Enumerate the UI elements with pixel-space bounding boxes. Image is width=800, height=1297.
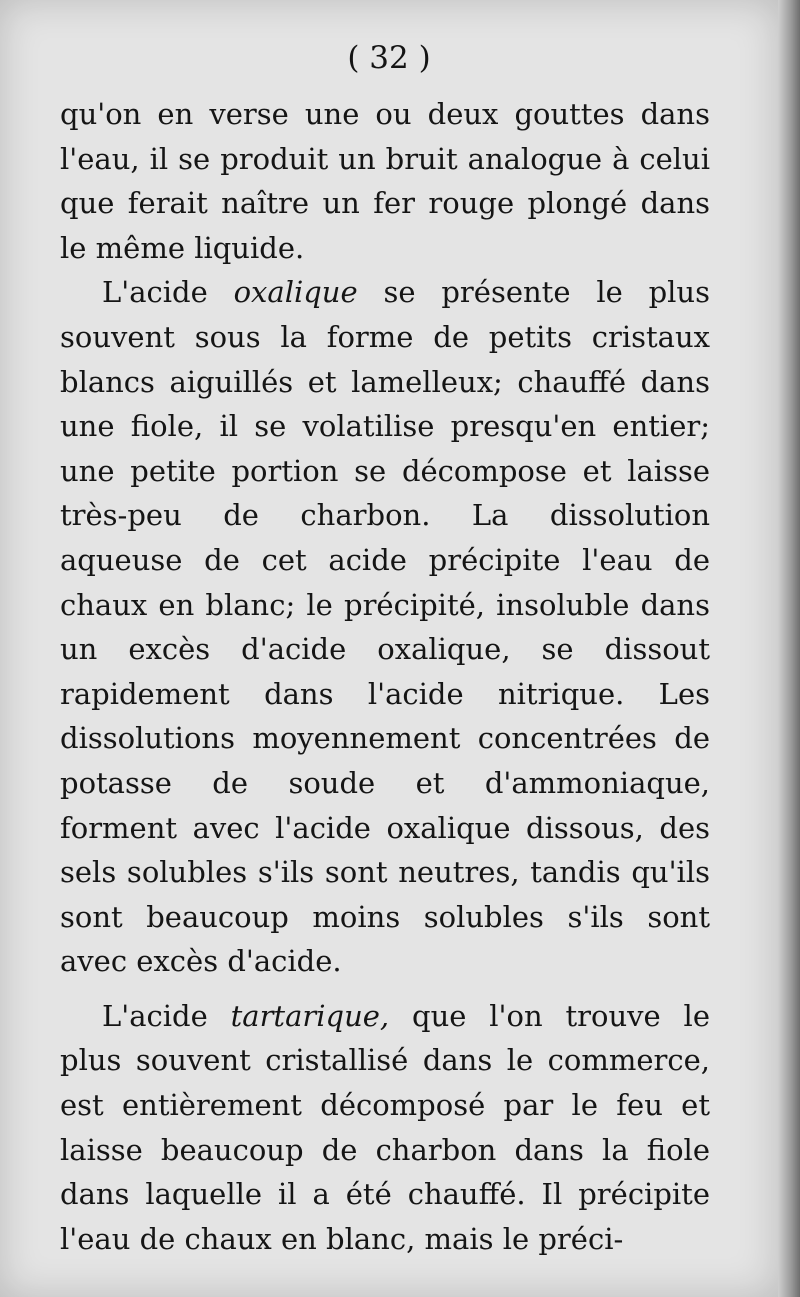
paragraph-body: que l'on trouve le plus souvent cristallisé dans le commerce, est entièrement décomposé par le feu et laisse beaucoup de charbon dans la fiole dans laquelle il a été chauffé. Il précipite l'eau de chaux en blanc, mais le préci- [60,998,710,1256]
term-tartarique: tartarique, [230,998,390,1033]
paragraph-lead: L'acide [102,275,234,310]
page-edge-shadow [778,0,800,1297]
page-number: ( 32 ) [347,40,431,76]
paragraph-body: se présente le plus souvent sous la forme de petits cristaux blancs aiguillés et lamelleux; chauffé dans une fiole, il se volatilise presqu'en entier; une petite portion se décompose et laisse très-peu de charbon. La dissolution aqueuse de cet acide précipite l'eau de chaux en blanc; le précipité, insoluble dans un excès d'acide oxalique, se dissout rapidement dans l'acide nitrique. Les dissolutions moyennement concentrées de potasse de soude et d'ammoniaque, forment avec l'acide oxalique dissous, des sels solubles s'ils sont neutres, tandis qu'ils sont beaucoup moins solubles s'ils sont avec excès d'acide. [60,275,710,979]
paragraph-text: qu'on en verse une ou deux gouttes dans l'eau, il se produit un bruit analogue à celui que ferait naître un fer rouge plongé dans le même liquide. [60,97,710,265]
paragraph-tartaric-acid [60,994,710,1262]
paragraph-lead: L'acide [102,998,231,1033]
body-text [60,92,710,1261]
paragraph-oxalic-acid [60,270,710,984]
term-oxalique: oxalique [233,275,358,310]
paragraph-continuation [60,92,710,270]
